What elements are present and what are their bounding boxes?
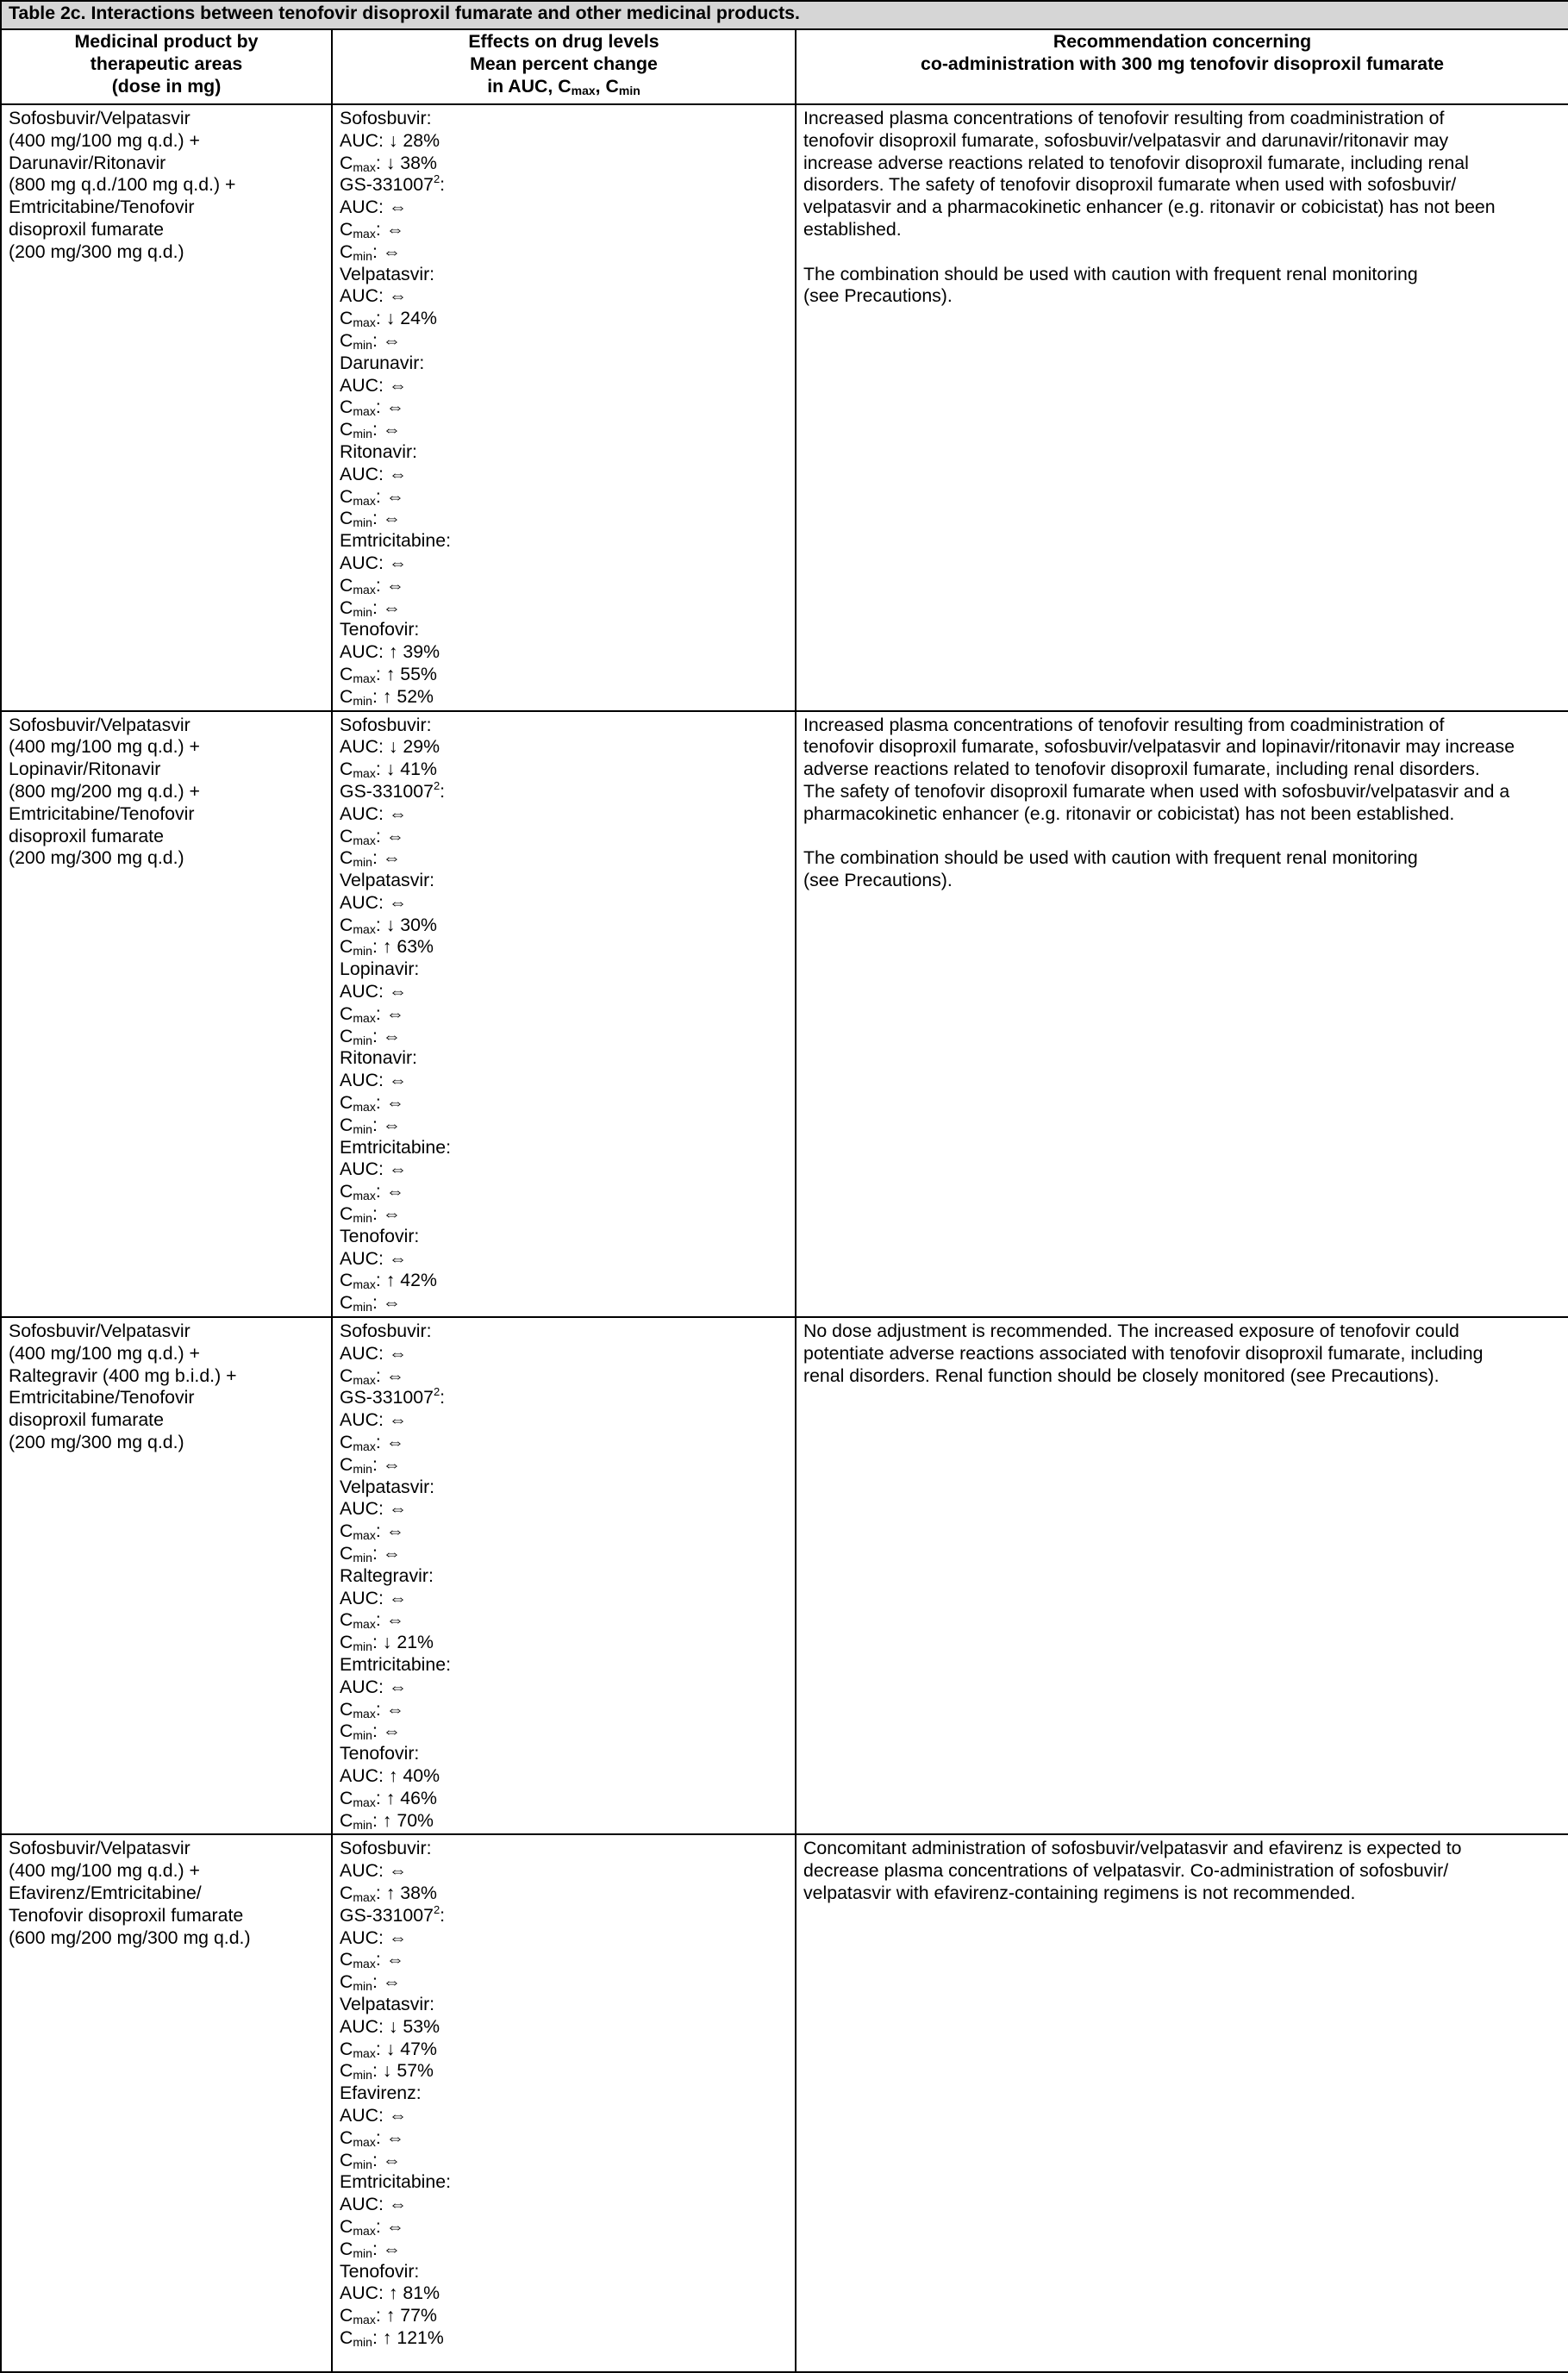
- drug-name: Sofosbuvir:: [340, 714, 432, 735]
- cmin-value: $C_{min}$: ⇔: [340, 1971, 402, 1994]
- recommendation-line: tenofovir disoproxil fumarate, sofosbuvir/velpatasvir and darunavir/ritonavir may: [803, 129, 1449, 151]
- drug-name: Velpatasvir:: [340, 1993, 435, 2014]
- medicinal-product-line: Emtricitabine/Tenofovir: [9, 197, 195, 218]
- drug-name: Velpatasvir:: [340, 870, 435, 891]
- table-caption: Table 2c. Interactions between tenofovir disoproxil fumarate and other medicinal products.: [1, 1, 1568, 29]
- auc-value: AUC: ↑ 81%: [340, 2282, 440, 2304]
- cmax-value: $C_{max}$: ⇔: [340, 1609, 404, 1632]
- auc-value: AUC: ⇔: [340, 1409, 408, 1431]
- recommendation-line: tenofovir disoproxil fumarate, sofosbuvir/velpatasvir and lopinavir/ritonavir may increase: [803, 736, 1515, 758]
- medicinal-product-line: (200 mg/300 mg q.d.): [9, 240, 184, 262]
- medicinal-product-line: (800 mg q.d./100 mg q.d.) +: [9, 174, 236, 196]
- cmax-value: $C_{max}$: ↓ 47%: [340, 2038, 437, 2060]
- auc-value: AUC: ⇔: [340, 1158, 408, 1180]
- medicinal-product-line: disoproxil fumarate: [9, 218, 164, 240]
- drug-name: GS-331007$^2$:: [340, 1902, 446, 1926]
- recommendation-line: adverse reactions related to tenofovir disoproxil fumarate, including renal disorders.: [803, 759, 1480, 780]
- drug-name: Tenofovir:: [340, 619, 420, 640]
- header-recommendation: Recommendation concerning co-administration with 300 mg tenofovir disoproxil fumarate: [796, 29, 1568, 104]
- medicinal-product-line: (400 mg/100 mg q.d.) +: [9, 1860, 200, 1882]
- cmax-value: $C_{max}$: ⇔: [340, 1698, 404, 1720]
- recommendation-line: pharmacokinetic enhancer (e.g. ritonavir or cobicistat) has not been established.: [803, 802, 1455, 824]
- drug-name: Ritonavir:: [340, 1047, 417, 1069]
- auc-value: AUC: ⇔: [340, 463, 408, 484]
- cmin-value: $C_{min}$: ↓ 57%: [340, 2060, 434, 2083]
- recommendation-line: The safety of tenofovir disoproxil fumarate when used with sofosbuvir/velpatasvir and a: [803, 780, 1510, 802]
- cmax-value: $C_{max}$: ⇔: [340, 1181, 404, 1203]
- auc-value: AUC: ⇔: [340, 2104, 408, 2126]
- cmin-value: $C_{min}$: ⇔: [340, 1543, 402, 1564]
- drug-name: Emtricitabine:: [340, 2171, 452, 2193]
- cmax-value: $C_{max}$: ↑ 55%: [340, 663, 437, 685]
- medicinal-product-line: Sofosbuvir/Velpatasvir: [9, 1838, 191, 1859]
- cmin-value: $C_{min}$: ⇔: [340, 419, 402, 441]
- effects-cell: [332, 1834, 796, 2372]
- cmax-value: $C_{max}$: ⇔: [340, 1949, 404, 1971]
- medicinal-product-line: (800 mg/200 mg q.d.) +: [9, 780, 200, 802]
- cmax-value: $C_{max}$: ⇔: [340, 1521, 404, 1543]
- auc-value: AUC: ⇔: [340, 1498, 408, 1520]
- cmax-value: $C_{max}$: ⇔: [340, 1092, 404, 1115]
- recommendation-cell: [796, 1317, 1568, 1834]
- medicinal-product-line: disoproxil fumarate: [9, 825, 164, 846]
- medicinal-product-line: (400 mg/100 mg q.d.) +: [9, 129, 200, 151]
- effects-cell: [332, 104, 796, 711]
- drug-name: Emtricitabine:: [340, 1136, 452, 1158]
- cmax-value: $C_{max}$: ⇔: [340, 218, 404, 240]
- medicinal-product-cell: [1, 1317, 332, 1834]
- recommendation-cell: [796, 711, 1568, 1318]
- drug-name: Efavirenz:: [340, 2083, 422, 2104]
- drug-name: Sofosbuvir:: [340, 1321, 432, 1342]
- cmin-value: $C_{min}$: ↑ 63%: [340, 936, 434, 959]
- recommendation-line: established.: [803, 218, 902, 240]
- drug-name: Ritonavir:: [340, 440, 417, 462]
- cmax-value: $C_{max}$: ⇔: [340, 2215, 404, 2238]
- cmin-value: $C_{min}$: ⇔: [340, 1720, 402, 1743]
- medicinal-product-line: (400 mg/100 mg q.d.) +: [9, 1342, 200, 1364]
- cmax-value: $C_{max}$: ⇔: [340, 1432, 404, 1454]
- cmax-value: $C_{max}$: ⇔: [340, 485, 404, 508]
- auc-value: AUC: ↑ 40%: [340, 1764, 440, 1786]
- paragraph-gap: [803, 826, 1561, 848]
- cmin-value: $C_{min}$: ⇔: [340, 2149, 402, 2171]
- cmax-value: $C_{max}$: ↓ 38%: [340, 152, 437, 174]
- recommendation-line: decrease plasma concentrations of velpatasvir. Co-administration of sofosbuvir/: [803, 1860, 1449, 1882]
- medicinal-product-cell: [1, 1834, 332, 2372]
- auc-value: AUC: ⇔: [340, 1587, 408, 1608]
- cmin-value: $C_{min}$: ↑ 52%: [340, 685, 434, 708]
- cmax-value: $C_{max}$: ↓ 24%: [340, 308, 437, 330]
- cmin-value: $C_{min}$: ⇔: [340, 508, 402, 530]
- recommendation-line: Increased plasma concentrations of tenofovir resulting from coadministration of: [803, 108, 1445, 128]
- medicinal-product-line: Sofosbuvir/Velpatasvir: [9, 714, 191, 735]
- cmax-value: $C_{max}$: ⇔: [340, 574, 404, 596]
- medicinal-product-line: Sofosbuvir/Velpatasvir: [9, 108, 191, 128]
- medicinal-product-line: Darunavir/Ritonavir: [9, 152, 166, 173]
- recommendation-line: Concomitant administration of sofosbuvir/velpatasvir and efavirenz is expected to: [803, 1838, 1462, 1859]
- medicinal-product-line: Raltegravir (400 mg b.i.d.) +: [9, 1364, 237, 1386]
- table-row: [1, 104, 1568, 711]
- auc-value: AUC: ↑ 39%: [340, 641, 440, 663]
- medicinal-product-line: (400 mg/100 mg q.d.) +: [9, 736, 200, 758]
- cmin-value: $C_{min}$: ⇔: [340, 1025, 402, 1047]
- cmin-value: $C_{min}$: ⇔: [340, 1292, 402, 1315]
- medicinal-product-line: Emtricitabine/Tenofovir: [9, 802, 195, 824]
- cmin-value: $C_{min}$: ↑ 70%: [340, 1809, 434, 1832]
- recommendation-line: potentiate adverse reactions associated with tenofovir disoproxil fumarate, including: [803, 1342, 1484, 1364]
- auc-value: AUC: ⇔: [340, 2194, 408, 2215]
- auc-value: AUC: ⇔: [340, 1247, 408, 1269]
- auc-value: AUC: ⇔: [340, 891, 408, 913]
- auc-value: AUC: ⇔: [340, 981, 408, 1002]
- drug-name: Sofosbuvir:: [340, 108, 432, 128]
- table-row: [1, 1317, 1568, 1834]
- recommendation-line: velpatasvir with efavirenz-containing regimens is not recommended.: [803, 1882, 1356, 1903]
- drug-name: Tenofovir:: [340, 2260, 420, 2282]
- drug-name: Emtricitabine:: [340, 1653, 452, 1675]
- cmax-value: $C_{max}$: ⇔: [340, 1002, 404, 1025]
- auc-value: AUC: ⇔: [340, 1342, 408, 1364]
- header-medicinal-product: Medicinal product by therapeutic areas (dose in mg): [1, 29, 332, 104]
- auc-value: AUC: ⇔: [340, 802, 408, 824]
- recommendation-cell: [796, 104, 1568, 711]
- medicinal-product-cell: [1, 104, 332, 711]
- auc-value: AUC: ↓ 28%: [340, 129, 440, 151]
- cmin-value: $C_{min}$: ↑ 121%: [340, 2326, 444, 2349]
- recommendation-line: increase adverse reactions related to tenofovir disoproxil fumarate, including renal: [803, 152, 1469, 173]
- auc-value: AUC: ⇔: [340, 374, 408, 396]
- auc-value: AUC: ⇔: [340, 197, 408, 218]
- auc-value: AUC: ⇔: [340, 285, 408, 307]
- auc-value: AUC: ⇔: [340, 1070, 408, 1091]
- drug-name: Velpatasvir:: [340, 263, 435, 284]
- medicinal-product-line: disoproxil fumarate: [9, 1409, 164, 1431]
- recommendation-line: velpatasvir and a pharmacokinetic enhancer (e.g. ritonavir or cobicistat) has not been: [803, 197, 1496, 218]
- auc-value: AUC: ⇔: [340, 552, 408, 573]
- drug-name: Raltegravir:: [340, 1564, 434, 1586]
- cmin-value: $C_{min}$: ⇔: [340, 2238, 402, 2260]
- cmax-value: $C_{max}$: ↓ 41%: [340, 759, 437, 781]
- medicinal-product-line: Efavirenz/Emtricitabine/: [9, 1882, 202, 1903]
- cmin-value: $C_{min}$: ⇔: [340, 1453, 402, 1476]
- medicinal-product-line: (200 mg/300 mg q.d.): [9, 847, 184, 869]
- cmax-value: $C_{max}$: ↑ 77%: [340, 2305, 437, 2327]
- cmax-value: $C_{max}$: ⇔: [340, 825, 404, 847]
- recommendation-line: No dose adjustment is recommended. The increased exposure of tenofovir could: [803, 1321, 1459, 1342]
- auc-value: AUC: ⇔: [340, 1676, 408, 1697]
- drug-name: Lopinavir:: [340, 959, 420, 980]
- cmax-value: $C_{max}$: ⇔: [340, 2126, 404, 2149]
- cmax-value: $C_{max}$: ↑ 38%: [340, 1882, 437, 1904]
- medicinal-product-line: Tenofovir disoproxil fumarate: [9, 1904, 244, 1926]
- cmin-value: $C_{min}$: ⇔: [340, 240, 402, 263]
- recommendation-line: renal disorders. Renal function should be closely monitored (see Precautions).: [803, 1364, 1440, 1386]
- auc-value: AUC: ↓ 53%: [340, 2015, 440, 2037]
- drug-name: GS-331007$^2$:: [340, 778, 446, 802]
- drug-name: Emtricitabine:: [340, 530, 452, 552]
- cmax-value: $C_{max}$: ↑ 42%: [340, 1270, 437, 1292]
- drug-name: GS-331007$^2$:: [340, 1385, 446, 1408]
- drug-name: Tenofovir:: [340, 1225, 420, 1246]
- recommendation-line: The combination should be used with caution with frequent renal monitoring: [803, 847, 1418, 869]
- cmin-value: $C_{min}$: ⇔: [340, 596, 402, 619]
- drug-name: Sofosbuvir:: [340, 1838, 432, 1859]
- cmax-value: $C_{max}$: ⇔: [340, 397, 404, 419]
- cmax-value: $C_{max}$: ↓ 30%: [340, 914, 437, 936]
- medicinal-product-line: Emtricitabine/Tenofovir: [9, 1387, 195, 1408]
- cmin-value: $C_{min}$: ↓ 21%: [340, 1632, 434, 1654]
- recommendation-line: Increased plasma concentrations of tenofovir resulting from coadministration of: [803, 714, 1445, 735]
- recommendation-line: disorders. The safety of tenofovir disoproxil fumarate when used with sofosbuvir/: [803, 174, 1457, 196]
- cmin-value: $C_{min}$: ⇔: [340, 1203, 402, 1226]
- effects-cell: [332, 711, 796, 1318]
- drug-name: Tenofovir:: [340, 1743, 420, 1764]
- auc-value: AUC: ⇔: [340, 1860, 408, 1882]
- header-effects: Effects on drug levels Mean percent change in AUC, $C_{max}$, $C_{min}$: [332, 29, 796, 104]
- recommendation-line: (see Precautions).: [803, 870, 953, 891]
- effects-cell: [332, 1317, 796, 1834]
- cmin-value: $C_{min}$: ⇔: [340, 329, 402, 352]
- medicinal-product-line: (200 mg/300 mg q.d.): [9, 1432, 184, 1453]
- cmin-value: $C_{min}$: ⇔: [340, 847, 402, 870]
- table-row: [1, 711, 1568, 1318]
- auc-value: AUC: ↓ 29%: [340, 736, 440, 758]
- medicinal-product-line: Sofosbuvir/Velpatasvir: [9, 1321, 191, 1342]
- medicinal-product-cell: [1, 711, 332, 1318]
- cmax-value: $C_{max}$: ↑ 46%: [340, 1787, 437, 1809]
- recommendation-cell: [796, 1834, 1568, 2372]
- cmin-value: $C_{min}$: ⇔: [340, 1114, 402, 1136]
- drug-name: Darunavir:: [340, 352, 425, 373]
- drug-name: GS-331007$^2$:: [340, 172, 446, 196]
- medicinal-product-line: (600 mg/200 mg/300 mg q.d.): [9, 1927, 251, 1948]
- table-row: [1, 1834, 1568, 2372]
- drug-name: Velpatasvir:: [340, 1476, 435, 1497]
- cmax-value: $C_{max}$: ⇔: [340, 1364, 404, 1387]
- medicinal-product-line: Lopinavir/Ritonavir: [9, 759, 161, 780]
- recommendation-line: The combination should be used with caution with frequent renal monitoring: [803, 263, 1418, 284]
- paragraph-gap: [803, 241, 1561, 264]
- recommendation-line: (see Precautions).: [803, 285, 953, 307]
- auc-value: AUC: ⇔: [340, 1927, 408, 1948]
